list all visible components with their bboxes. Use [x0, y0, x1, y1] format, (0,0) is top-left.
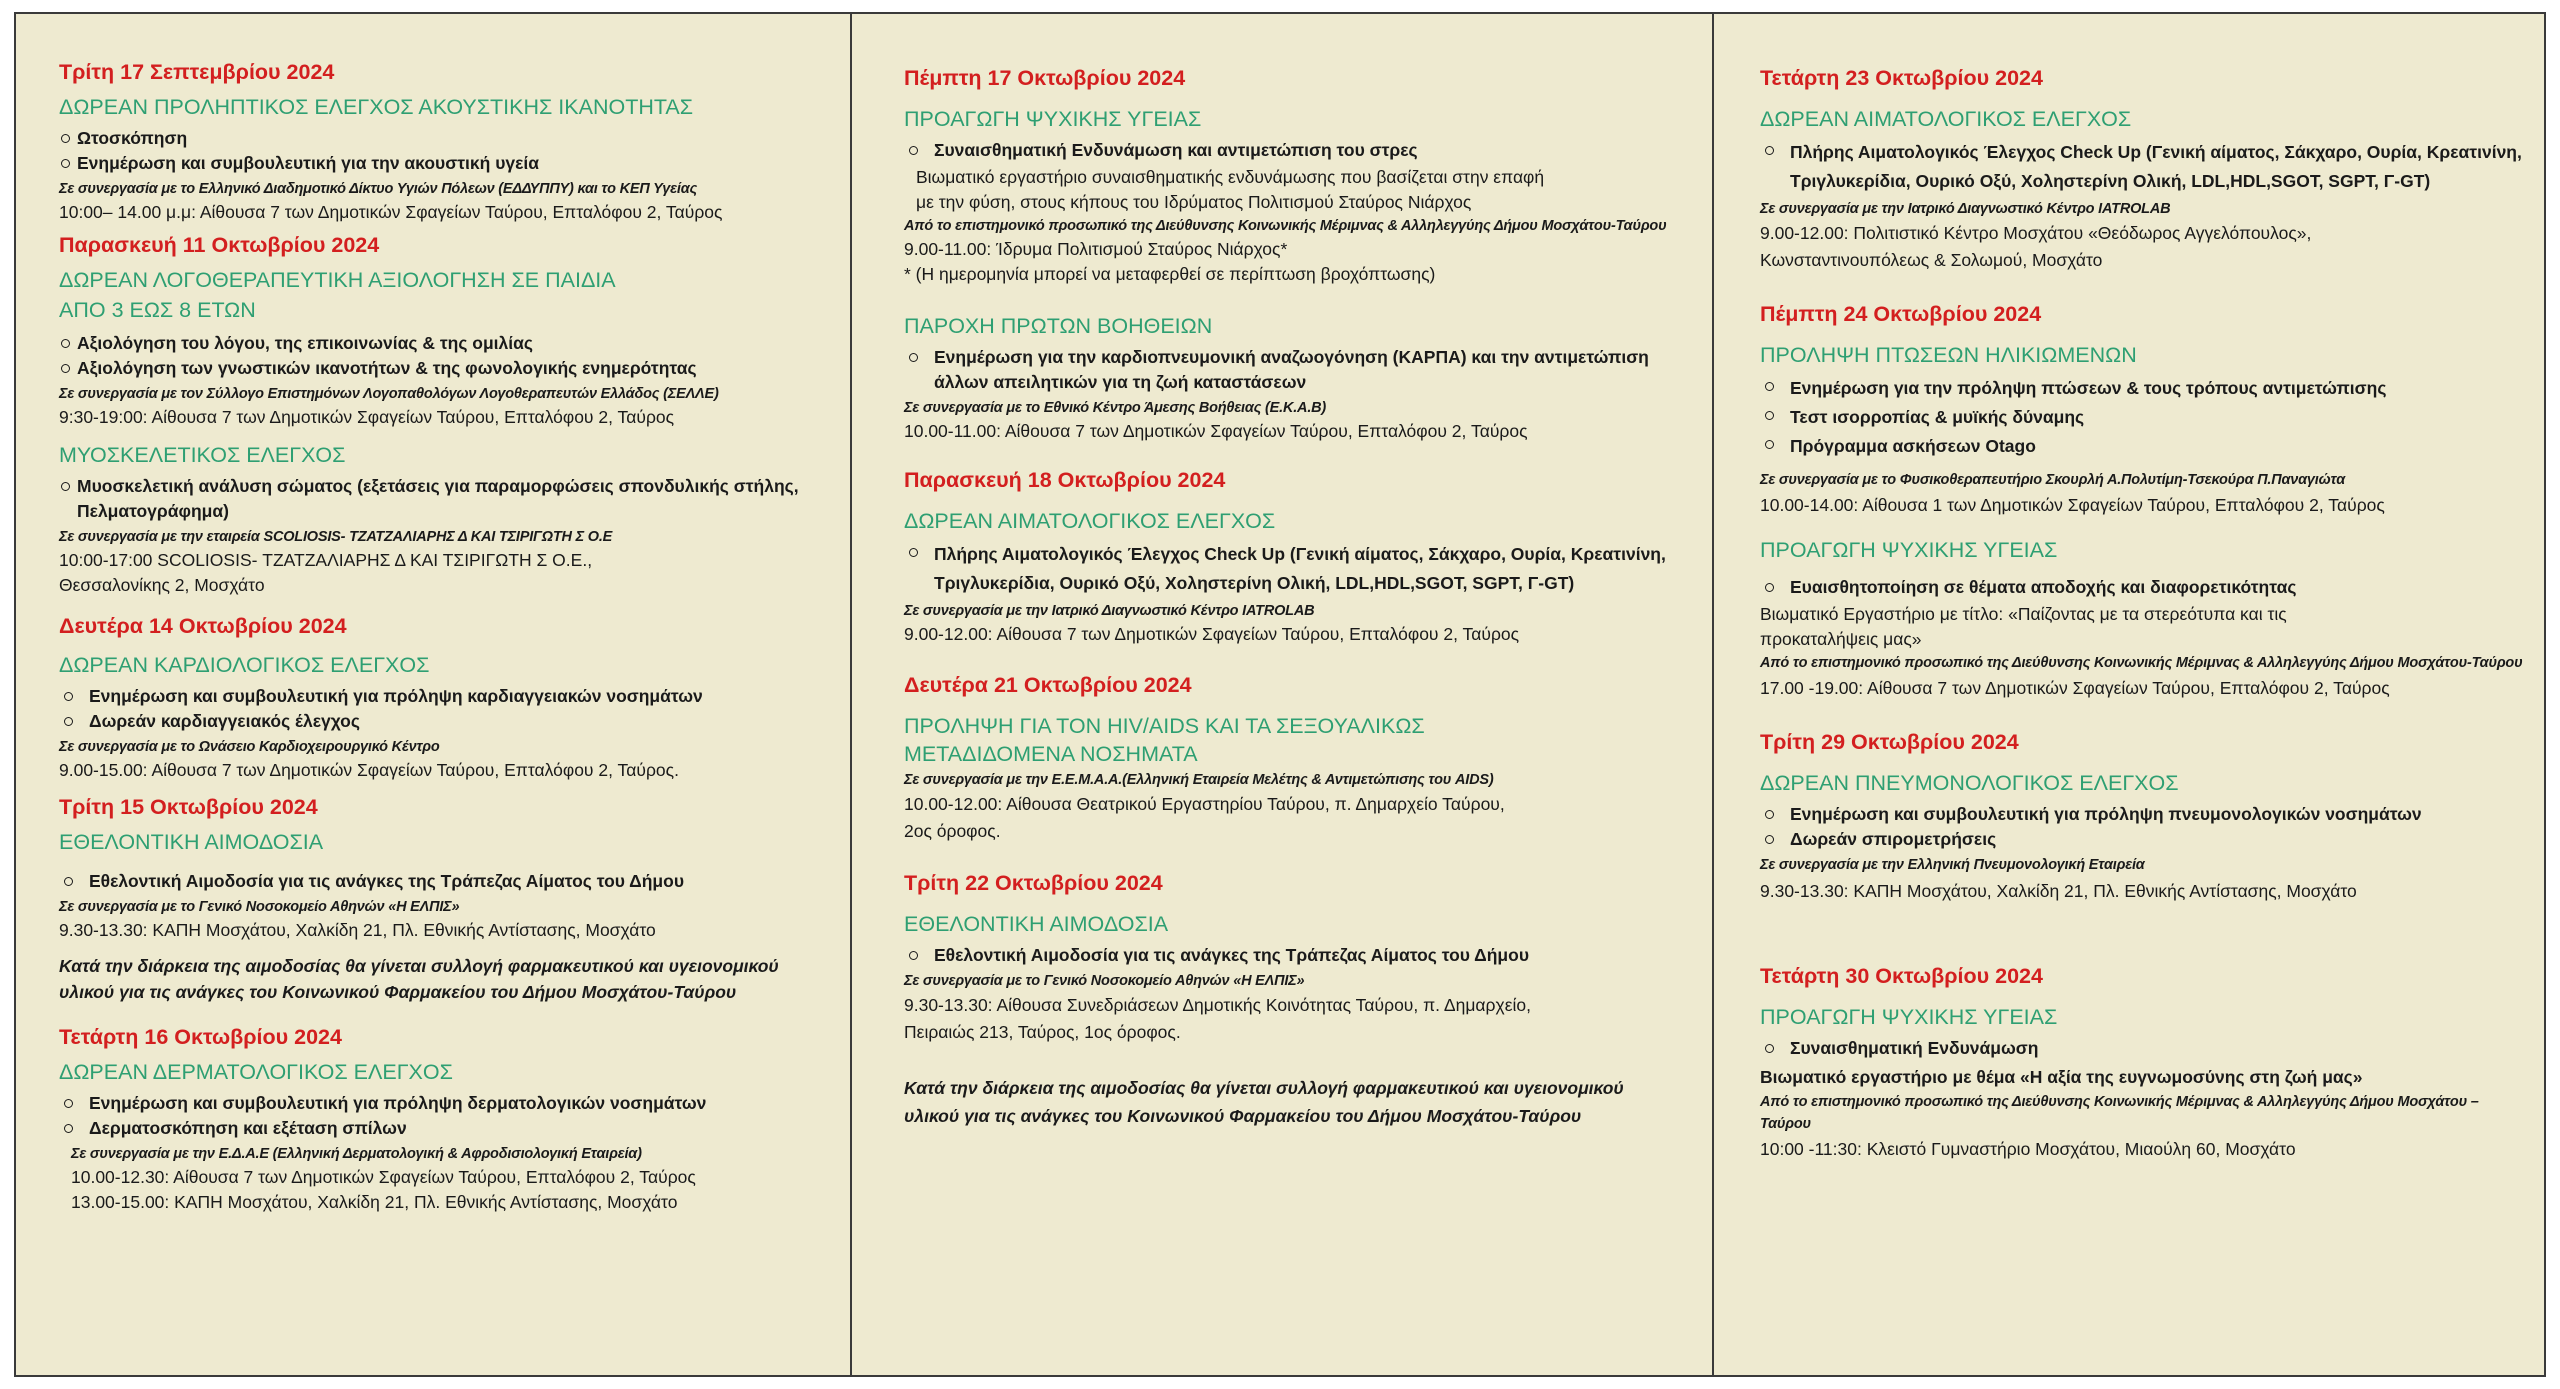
event-topic: ΠΡΟΑΓΩΓΗ ΨΥΧΙΚΗΣ ΥΓΕΙΑΣ	[1760, 538, 2058, 562]
event-info: 10.00-14.00: Αίθουσα 1 των Δημοτικών Σφαγείων Ταύρου, Επταλόφου 2, Ταύρος	[1760, 495, 2385, 515]
event-info: 9.30-13.30: ΚΑΠΗ Μοσχάτου, Χαλκίδη 21, Πλ. Εθνικής Αντίστασης, Μοσχάτο	[59, 920, 656, 940]
event-info: 9.00-11.00: Ίδρυμα Πολιτισμού Σταύρος Νιάρχος*	[904, 239, 1288, 259]
event-date: Τρίτη 17 Σεπτεμβρίου 2024	[59, 60, 335, 84]
list-item: Πλήρης Αιματολογικός Έλεγχος Check Up (Γενική αίματος, Σάκχαρο, Ουρία, Κρεατινίνη, Τριγλυκερίδια, Ουρικό Οξύ, Χοληστερίνη Ολική, LDL,HDL,SGOT, SGPT, Γ-GT)	[1760, 138, 2528, 196]
event-date: Τρίτη 15 Οκτωβρίου 2024	[59, 795, 318, 819]
list-item: Αξιολόγηση του λόγου, της επικοινωνίας & της ομιλίας	[59, 331, 830, 356]
event-info: 17.00 -19.00: Αίθουσα 7 των Δημοτικών Σφαγείων Ταύρου, Επταλόφου 2, Ταύρος	[1760, 678, 2390, 698]
event-date: Τρίτη 29 Οκτωβρίου 2024	[1760, 730, 2019, 754]
event-date: Δευτέρα 21 Οκτωβρίου 2024	[904, 673, 1192, 697]
column-3	[1712, 14, 2548, 1375]
list-item: Τεστ ισορροπίας & μυϊκής δύναμης	[1760, 403, 2528, 432]
list-item: Μυοσκελετική ανάλυση σώματος (εξετάσεις για παραμορφώσεις σπονδυλικής στήλης, Πελματογράφημα)	[59, 474, 830, 524]
list-item: Δωρεάν σπιρομετρήσεις	[1760, 827, 2528, 852]
event-items	[1760, 1036, 2528, 1061]
event-topic: ΠΡΟΛΗΨΗ ΓΙΑ ΤΟΝ HIV/AIDS ΚΑΙ ΤΑ ΣΕΞΟΥΑΛΙΚΩΣ	[904, 714, 1425, 738]
event-partner: Σε συνεργασία με τον Σύλλογο Επιστημόνων Λογοπαθολόγων Λογοθεραπευτών Ελλάδος (ΣΕΛΛΕ)	[59, 386, 719, 402]
list-item: Δερματοσκόπηση και εξέταση σπίλων	[59, 1116, 830, 1141]
list-item: Ωτοσκόπηση	[59, 126, 830, 151]
column-1	[16, 14, 850, 1375]
event-block	[1760, 300, 2528, 702]
event-info: 13.00-15.00: ΚΑΠΗ Μοσχάτου, Χαλκίδη 21, Πλ. Εθνικής Αντίστασης, Μοσχάτο	[71, 1192, 678, 1212]
event-info: 10.00-11.00: Αίθουσα 7 των Δημοτικών Σφαγείων Ταύρου, Επταλόφου 2, Ταύρος	[904, 421, 1528, 441]
event-note: υλικού για τις ανάγκες του Κοινωνικού Φαρμακείου του Δήμου Μοσχάτου-Ταύρου	[59, 982, 737, 1002]
list-item: Ενημέρωση για την πρόληψη πτώσεων & τους τρόπους αντιμετώπισης	[1760, 374, 2528, 403]
event-topic: ΔΩΡΕΑΝ ΠΝΕΥΜΟΝΟΛΟΓΙΚΟΣ ΕΛΕΓΧΟΣ	[1760, 771, 2179, 795]
event-items	[1760, 138, 2528, 196]
event-description: Βιωματικό εργαστήριο συναισθηματικής ενδυνάμωσης που βασίζεται στην επαφή	[916, 167, 1545, 187]
program-sheet	[14, 12, 2546, 1377]
event-partner: Σε συνεργασία με το Ελληνικό Διαδημοτικό Δίκτυο Υγιών Πόλεων (ΕΔΔΥΠΠΥ) και το ΚΕΠ Υγείας	[59, 181, 698, 197]
event-items	[904, 138, 1692, 163]
event-note: Κατά την διάρκεια της αιμοδοσίας θα γίνεται συλλογή φαρμακευτικού και υγειονομικού	[904, 1078, 1624, 1098]
event-date: Τρίτη 22 Οκτωβρίου 2024	[904, 871, 1163, 895]
event-topic: ΔΩΡΕΑΝ ΔΕΡΜΑΤΟΛΟΓΙΚΟΣ ΕΛΕΓΧΟΣ	[59, 1060, 453, 1084]
event-date: Τετάρτη 30 Οκτωβρίου 2024	[1760, 964, 2043, 988]
event-partner: Σε συνεργασία με την Ιατρικό Διαγνωστικό Κέντρο IATROLAB	[904, 603, 1315, 619]
event-items	[59, 126, 830, 176]
event-partner: Σε συνεργασία με την εταιρεία SCOLIOSIS- ΤΖΑΤΖΑΛΙΑΡΗΣ Δ ΚΑΙ ΤΣΙΡΙΓΩΤΗ Σ Ο.Ε	[59, 529, 613, 545]
event-info: 10.00-12.00: Αίθουσα Θεατρικού Εργαστηρίου Ταύρου, π. Δημαρχείο Ταύρου,	[904, 794, 1505, 814]
event-block	[904, 869, 1692, 1130]
list-item: Δωρεάν καρδιαγγειακός έλεγχος	[59, 709, 830, 734]
event-items	[904, 540, 1692, 598]
event-partner: Σε συνεργασία με το Ωνάσειο Καρδιοχειρουργικό Κέντρο	[59, 739, 440, 755]
event-date: Πέμπτη 17 Οκτωβρίου 2024	[904, 66, 1186, 90]
event-partner: Σε συνεργασία με το Γενικό Νοσοκομείο Αθηνών «Η ΕΛΠΙΣ»	[59, 899, 460, 915]
event-block	[59, 1023, 830, 1215]
event-block	[904, 64, 1692, 287]
event-note: Κατά την διάρκεια της αιμοδοσίας θα γίνεται συλλογή φαρμακευτικού και υγειονομικού	[59, 956, 779, 976]
event-partner: Από το επιστημονικό προσωπικό της Διεύθυνσης Κοινωνικής Μέριμνας & Αλληλεγγύης Δήμου Μοσχάτου-Ταύρου	[904, 218, 1667, 234]
event-info: 10:00 -11:30: Κλειστό Γυμναστήριο Μοσχάτου, Μιαούλη 60, Μοσχάτο	[1760, 1139, 2296, 1159]
event-items	[59, 869, 830, 894]
list-item: Αξιολόγηση των γνωστικών ικανοτήτων & της φωνολογικής ενημερότητας	[59, 356, 830, 381]
event-partner: Σε συνεργασία με το Εθνικό Κέντρο Άμεσης Βοήθειας (Ε.Κ.Α.Β)	[904, 400, 1327, 416]
event-info: 10.00-12.30: Αίθουσα 7 των Δημοτικών Σφαγείων Ταύρου, Επταλόφου 2, Ταύρος	[71, 1167, 696, 1187]
event-partner: Σε συνεργασία με το Φυσικοθεραπευτήριο Σκουρλή Α.Πολυτίμη-Τσεκούρα Π.Παναγιώτα	[1760, 472, 2346, 488]
event-topic: ΠΑΡΟΧΗ ΠΡΩΤΩΝ ΒΟΗΘΕΙΩΝ	[904, 314, 1213, 338]
list-item	[904, 345, 1692, 395]
event-info: Θεσσαλονίκης 2, Μοσχάτο	[59, 575, 265, 595]
event-partner: Σε συνεργασία με την Ε.Δ.Α.Ε (Ελληνική Δερματολογική & Αφροδισιολογική Εταιρεία)	[71, 1146, 642, 1162]
list-item: Ενημέρωση και συμβουλευτική για πρόληψη δερματολογικών νοσημάτων	[59, 1091, 830, 1116]
event-info: 9.00-12.00: Πολιτιστικό Κέντρο Μοσχάτου «Θεόδωρος Αγγελόπουλος»,	[1760, 223, 2312, 243]
event-block	[59, 58, 830, 225]
list-item: Ενημέρωση και συμβουλευτική για την ακουστική υγεία	[59, 151, 830, 176]
event-info: 10:00-17:00 SCOLIOSIS- ΤΖΑΤΖΑΛΙΑΡΗΣ Δ ΚΑΙ ΤΣΙΡΙΓΩΤΗ Σ Ο.Ε.,	[59, 550, 593, 570]
list-item-text: Ενημέρωση για την καρδιοπνευμονική αναζωογόνηση (ΚΑΡΠΑ) και την αντιμετώπιση άλλων απειλητικών για τη ζωή καταστάσεων	[934, 347, 1649, 392]
event-info: 10:00– 14.00 μ.μ: Αίθουσα 7 των Δημοτικών Σφαγείων Ταύρου, Επταλόφου 2, Ταύρος	[59, 202, 723, 222]
event-block	[904, 671, 1692, 845]
event-items	[904, 345, 1692, 395]
event-info: Πειραιώς 213, Ταύρος, 1ος όροφος.	[904, 1022, 1181, 1042]
event-date: Δευτέρα 14 Οκτωβρίου 2024	[59, 614, 347, 638]
event-items	[904, 943, 1692, 968]
event-info: * (Η ημερομηνία μπορεί να μεταφερθεί σε περίπτωση βροχόπτωσης)	[904, 264, 1436, 284]
event-info: 9:30-19:00: Αίθουσα 7 των Δημοτικών Σφαγείων Ταύρου, Επταλόφου 2, Ταύρος	[59, 407, 675, 427]
event-date: Παρασκευή 18 Οκτωβρίου 2024	[904, 468, 1226, 492]
event-date: Παρασκευή 11 Οκτωβρίου 2024	[59, 233, 380, 257]
event-description: Βιωματικό Εργαστήριο με τίτλο: «Παίζοντας με τα στερεότυπα και τις	[1760, 604, 2287, 624]
event-block	[1760, 728, 2528, 906]
event-info: 9.30-13.30: ΚΑΠΗ Μοσχάτου, Χαλκίδη 21, Πλ. Εθνικής Αντίστασης, Μοσχάτο	[1760, 881, 2357, 901]
event-items	[1760, 802, 2528, 852]
event-info: 9.30-13.30: Αίθουσα Συνεδριάσεων Δημοτικής Κοινότητας Ταύρου, π. Δημαρχείο,	[904, 995, 1531, 1015]
event-topic: ΜΥΟΣΚΕΛΕΤΙΚΟΣ ΕΛΕΓΧΟΣ	[59, 443, 346, 467]
event-date: Πέμπτη 24 Οκτωβρίου 2024	[1760, 302, 2042, 326]
event-description: με την φύση, στους κήπους του Ιδρύματος Πολιτισμού Σταύρος Νιάρχος	[916, 192, 1472, 212]
event-topic: ΔΩΡΕΑΝ ΠΡΟΛΗΠΤΙΚΟΣ ΕΛΕΓΧΟΣ ΑΚΟΥΣΤΙΚΗΣ ΙΚΑΝΟΤΗΤΑΣ	[59, 95, 694, 119]
event-date: Τετάρτη 23 Οκτωβρίου 2024	[1760, 66, 2043, 90]
list-item: Συναισθηματική Ενδυνάμωση	[1760, 1036, 2528, 1061]
event-topic: ΔΩΡΕΑΝ ΑΙΜΑΤΟΛΟΓΙΚΟΣ ΕΛΕΓΧΟΣ	[1760, 107, 2132, 131]
event-topic: ΠΡΟΑΓΩΓΗ ΨΥΧΙΚΗΣ ΥΓΕΙΑΣ	[1760, 1005, 2058, 1029]
event-items	[1760, 575, 2528, 600]
event-partner: Σε συνεργασία με την Ιατρικό Διαγνωστικό Κέντρο IATROLAB	[1760, 201, 2171, 217]
event-topic: ΔΩΡΕΑΝ ΑΙΜΑΤΟΛΟΓΙΚΟΣ ΕΛΕΓΧΟΣ	[904, 509, 1276, 533]
list-item: Πρόγραμμα ασκήσεων Otago	[1760, 432, 2528, 461]
event-topic: ΠΡΟΑΓΩΓΗ ΨΥΧΙΚΗΣ ΥΓΕΙΑΣ	[904, 107, 1202, 131]
event-info: 9.00-15.00: Αίθουσα 7 των Δημοτικών Σφαγείων Ταύρου, Επταλόφου 2, Ταύρος.	[59, 760, 679, 780]
event-info: 2ος όροφος.	[904, 821, 1001, 841]
list-item: Εθελοντική Αιμοδοσία για τις ανάγκες της Τράπεζας Αίματος του Δήμου	[59, 869, 830, 894]
event-description: προκαταλήψεις μας»	[1760, 629, 1922, 649]
event-topic: ΑΠΟ 3 ΕΩΣ 8 ΕΤΩΝ	[59, 298, 256, 322]
event-items	[1760, 374, 2528, 461]
event-info: 9.00-12.00: Αίθουσα 7 των Δημοτικών Σφαγείων Ταύρου, Επταλόφου 2, Ταύρος	[904, 624, 1520, 644]
event-topic: ΠΡΟΛΗΨΗ ΠΤΩΣΕΩΝ ΗΛΙΚΙΩΜΕΝΩΝ	[1760, 343, 2137, 367]
event-items	[59, 1091, 830, 1141]
event-note: υλικού για τις ανάγκες του Κοινωνικού Φαρμακείου του Δήμου Μοσχάτου-Ταύρου	[904, 1106, 1582, 1126]
list-item: Πλήρης Αιματολογικός Έλεγχος Check Up (Γενική αίματος, Σάκχαρο, Ουρία, Κρεατινίνη, Τριγλυκερίδια, Ουρικό Οξύ, Χοληστερίνη Ολική, LDL,HDL,SGOT, SGPT, Γ-GT)	[904, 540, 1692, 598]
event-info: Κωνσταντινουπόλεως & Σολωμού, Μοσχάτο	[1760, 250, 2103, 270]
event-block	[1760, 64, 2528, 274]
event-partner: Σε συνεργασία με την Ε.Ε.Μ.Α.Α.(Ελληνική Εταιρεία Μελέτης & Αντιμετώπισης του AIDS)	[904, 772, 1494, 788]
event-items	[59, 331, 830, 381]
event-topic: ΕΘΕΛΟΝΤΙΚΗ ΑΙΜΟΔΟΣΙΑ	[59, 830, 324, 854]
event-block	[1760, 962, 2528, 1163]
event-partner: Από το επιστημονικό προσωπικό της Διεύθυνσης Κοινωνικής Μέριμνας & Αλληλεγγύης Δήμου Μοσχάτου-Ταύρου	[1760, 655, 2523, 671]
event-topic: ΕΘΕΛΟΝΤΙΚΗ ΑΙΜΟΔΟΣΙΑ	[904, 912, 1169, 936]
event-topic: ΜΕΤΑΔΙΔΟΜΕΝΑ ΝΟΣΗΜΑΤΑ	[904, 742, 1198, 766]
list-item: Εθελοντική Αιμοδοσία για τις ανάγκες της Τράπεζας Αίματος του Δήμου	[904, 943, 1692, 968]
event-partner: Από το επιστημονικό προσωπικό της Διεύθυνσης Κοινωνικής Μέριμνας & Αλληλεγγύης Δήμου Μοσχάτου – Ταύρου	[1760, 1094, 2479, 1132]
event-block	[59, 612, 830, 783]
list-item: Συναισθηματική Ενδυνάμωση και αντιμετώπιση του στρες	[904, 138, 1692, 163]
event-block	[59, 793, 830, 1005]
event-topic: ΔΩΡΕΑΝ ΛΟΓΟΘΕΡΑΠΕΥΤΙΚΗ ΑΞΙΟΛΟΓΗΣΗ ΣΕ ΠΑΙΔΙΑ	[59, 268, 616, 292]
event-block	[904, 311, 1692, 444]
event-items	[59, 684, 830, 734]
list-item: Ενημέρωση και συμβουλευτική για πρόληψη καρδιαγγειακών νοσημάτων	[59, 684, 830, 709]
event-block	[59, 231, 830, 598]
event-topic: ΔΩΡΕΑΝ ΚΑΡΔΙΟΛΟΓΙΚΟΣ ΕΛΕΓΧΟΣ	[59, 653, 430, 677]
event-date: Τετάρτη 16 Οκτωβρίου 2024	[59, 1025, 342, 1049]
list-item: Ενημέρωση και συμβουλευτική για πρόληψη πνευμονολογικών νοσημάτων	[1760, 802, 2528, 827]
event-description: Βιωματικό εργαστήριο με θέμα «Η αξία της ευγνωμοσύνης στη ζωή μας»	[1760, 1067, 2363, 1087]
event-partner: Σε συνεργασία με το Γενικό Νοσοκομείο Αθηνών «Η ΕΛΠΙΣ»	[904, 973, 1305, 989]
list-item: Ευαισθητοποίηση σε θέματα αποδοχής και διαφορετικότητας	[1760, 575, 2528, 600]
column-2	[850, 14, 1712, 1375]
event-block	[904, 466, 1692, 647]
event-partner: Σε συνεργασία με την Ελληνική Πνευμονολογική Εταιρεία	[1760, 857, 2145, 873]
event-items	[59, 474, 830, 524]
